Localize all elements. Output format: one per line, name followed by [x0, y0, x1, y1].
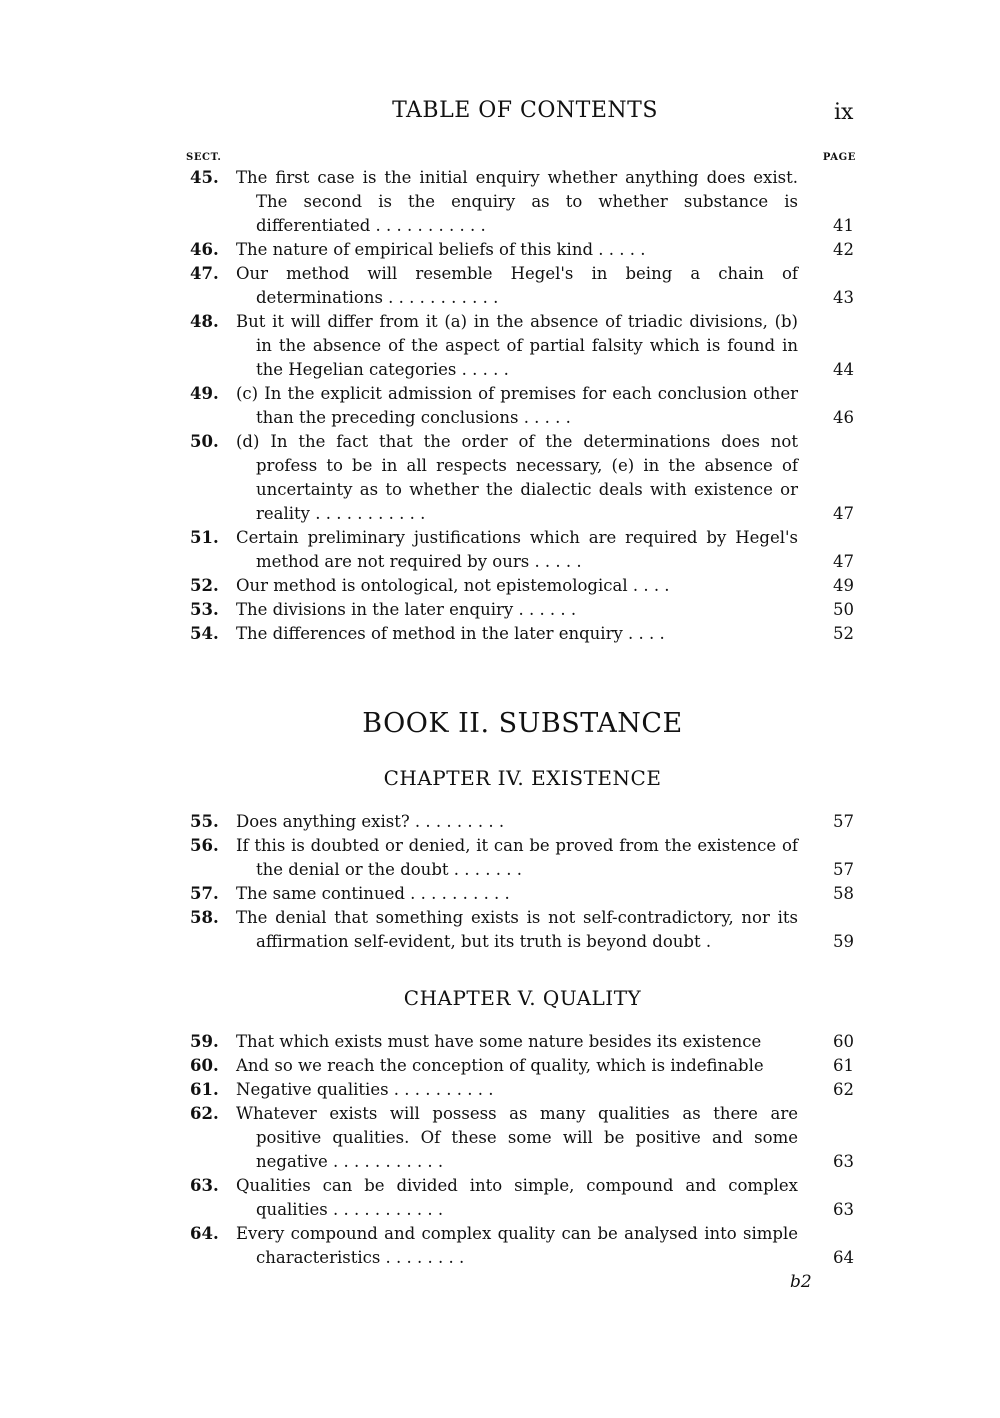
page-ref: 63 [833, 1200, 854, 1219]
entry-text: And so we reach the conception of quality, which is indefinable [236, 1056, 764, 1075]
toc-entry [190, 834, 860, 882]
page-column-head: PAGE [822, 152, 856, 163]
chapter-title: CHAPTER IV. EXISTENCE [383, 766, 662, 790]
toc-entry [190, 430, 860, 526]
section-column-head: SECT. [186, 152, 222, 163]
toc-entry [190, 382, 860, 430]
entry-text: The first case is the initial enquiry whether anything does exist. The second is the enquiry as to whether substance is differentiated . . . . . . . . . . . [236, 168, 798, 235]
page-ref: 52 [833, 624, 854, 643]
page-ref: 59 [833, 932, 854, 951]
page-ref: 64 [833, 1248, 854, 1267]
entry-text: Qualities can be divided into simple, compound and complex qualities . . . . . . . . . . . [236, 1176, 798, 1219]
running-head [0, 98, 1000, 132]
toc-entries-chapter-4 [190, 810, 860, 954]
section-number: 63. [190, 1176, 219, 1195]
page-ref: 47 [833, 504, 854, 523]
entry-text: If this is doubted or denied, it can be proved from the existence of the denial or the doubt . . . . . . . [236, 836, 798, 879]
section-number: 59. [190, 1032, 219, 1051]
section-number: 50. [190, 432, 219, 451]
chapter-title: CHAPTER V. QUALITY [403, 986, 642, 1010]
section-number: 55. [190, 812, 219, 831]
entry-text: The denial that something exists is not self-contradictory, nor its affirmation self-evident, but its truth is beyond doubt . [236, 908, 798, 951]
section-number: 56. [190, 836, 219, 855]
entry-text: Our method will resemble Hegel's in being a chain of determinations . . . . . . . . . . . [236, 264, 798, 307]
section-number: 45. [190, 168, 219, 187]
toc-entries-top [190, 166, 860, 646]
toc-entry [190, 810, 860, 834]
page-ref: 61 [833, 1056, 854, 1075]
toc-entry [190, 1078, 860, 1102]
entry-text: (d) In the fact that the order of the determinations does not profess to be in all respects necessary, (e) in the absence of uncertainty as to whether the dialectic deals with existence or reality . . . . . . . . . . . [236, 432, 798, 523]
page-ref: 47 [833, 552, 854, 571]
page-ref: 49 [833, 576, 854, 595]
page-ref: 57 [833, 860, 854, 879]
section-number: 47. [190, 264, 219, 283]
entry-text: Does anything exist? . . . . . . . . . [236, 812, 505, 831]
toc-entry [190, 1222, 860, 1270]
page-ref: 62 [833, 1080, 854, 1099]
entry-text: That which exists must have some nature besides its existence [236, 1032, 762, 1051]
section-number: 57. [190, 884, 219, 903]
page-ref: 58 [833, 884, 854, 903]
entry-text: Our method is ontological, not epistemological . . . . [236, 576, 670, 595]
entry-text: (c) In the explicit admission of premises for each conclusion other than the preceding conclusions . . . . . [236, 384, 798, 427]
toc-entry [190, 1030, 860, 1054]
page-ref: 57 [833, 812, 854, 831]
entry-text: The same continued . . . . . . . . . . [236, 884, 510, 903]
entry-text: Whatever exists will possess as many qualities as there are positive qualities. Of these some will be positive and some negative . . . . . . . . . . . [236, 1104, 798, 1171]
toc-entries-chapter-5 [190, 1030, 860, 1270]
entry-text: The nature of empirical beliefs of this kind . . . . . [236, 240, 646, 259]
section-number: 48. [190, 312, 219, 331]
column-heads [186, 152, 856, 166]
section-number: 53. [190, 600, 219, 619]
toc-entry [190, 238, 860, 262]
toc-entry [190, 262, 860, 310]
page-ref: 41 [833, 216, 854, 235]
section-number: 54. [190, 624, 219, 643]
toc-entry [190, 166, 860, 238]
toc-entry [190, 1174, 860, 1222]
section-number: 58. [190, 908, 219, 927]
section-number: 61. [190, 1080, 219, 1099]
section-number: 52. [190, 576, 219, 595]
toc-entry [190, 1054, 860, 1078]
page-ref: 46 [833, 408, 854, 427]
running-title: TABLE OF CONTENTS [392, 98, 658, 123]
toc-entry [190, 574, 860, 598]
signature-mark: b2 [790, 1272, 812, 1292]
page-ref: 42 [833, 240, 854, 259]
entry-text: The differences of method in the later enquiry . . . . [236, 624, 665, 643]
entry-text: Every compound and complex quality can be analysed into simple characteristics . . . . . . . . [236, 1224, 798, 1267]
book-title: BOOK II. SUBSTANCE [362, 708, 683, 739]
page-ref: 50 [833, 600, 854, 619]
page-ref: 43 [833, 288, 854, 307]
entry-text: But it will differ from it (a) in the absence of triadic divisions, (b) in the absence of the aspect of partial falsity which is found in the Hegelian categories . . . . . [236, 312, 798, 379]
entry-text: The divisions in the later enquiry . . . . . . [236, 600, 577, 619]
page-ref: 60 [833, 1032, 854, 1051]
section-number: 49. [190, 384, 219, 403]
entry-text: Certain preliminary justifications which are required by Hegel's method are not required by ours . . . . . [236, 528, 798, 571]
section-number: 60. [190, 1056, 219, 1075]
section-number: 64. [190, 1224, 219, 1243]
toc-entry [190, 906, 860, 954]
page-ref: 44 [833, 360, 854, 379]
toc-entry [190, 1102, 860, 1174]
entry-text: Negative qualities . . . . . . . . . . [236, 1080, 494, 1099]
toc-entry [190, 526, 860, 574]
section-number: 62. [190, 1104, 219, 1123]
section-number: 46. [190, 240, 219, 259]
page-number: ix [834, 100, 854, 125]
toc-entry [190, 598, 860, 622]
page-ref: 63 [833, 1152, 854, 1171]
toc-entry [190, 622, 860, 646]
section-number: 51. [190, 528, 219, 547]
toc-entry [190, 882, 860, 906]
toc-entry [190, 310, 860, 382]
